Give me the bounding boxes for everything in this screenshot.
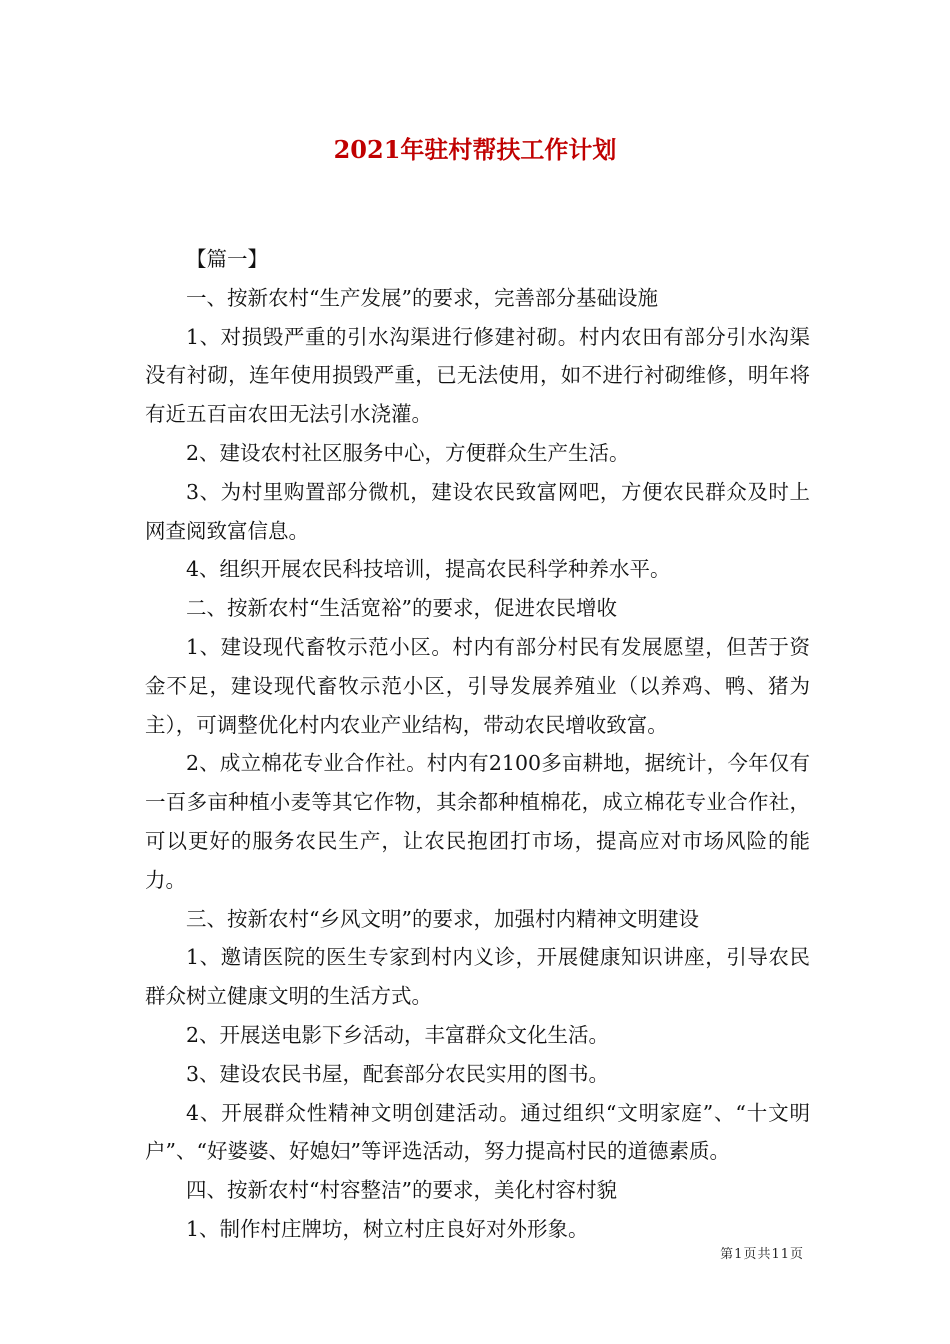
paragraph: 3、建设农民书屋，配套部分农民实用的图书。 [186, 1061, 610, 1086]
section-heading-3: 三、按新农村“乡风文明”的要求，加强村内精神文明建设 [186, 906, 699, 931]
paragraph: 3、为村里购置部分微机，建设农民致富网吧，方便农民群众及时上网查阅致富信息。 [145, 479, 810, 543]
paragraph: 2、开展送电影下乡活动，丰富群众文化生活。 [186, 1022, 610, 1047]
paragraph: 1、制作村庄牌坊，树立村庄良好对外形象。 [186, 1216, 589, 1241]
page-number: 第1页共11页 [720, 1247, 804, 1262]
document-body [145, 240, 810, 1249]
paragraph: 4、开展群众性精神文明创建活动。通过组织“文明家庭”、“十文明户”、“好婆婆、好媳妇”等评选活动，努力提高村民的道德素质。 [145, 1100, 810, 1164]
paragraph: 2、成立棉花专业合作社。村内有2100多亩耕地，据统计，今年仅有一百多亩种植小麦等其它作物，其余都种植棉花，成立棉花专业合作社，可以更好的服务农民生产，让农民抱团打市场，提高应对市场风险的能力。 [145, 751, 810, 892]
section-heading-1: 一、按新农村“生产发展”的要求，完善部分基础设施 [186, 285, 658, 310]
paragraph: 1、建设现代畜牧示范小区。村内有部分村民有发展愿望，但苦于资金不足，建设现代畜牧示范小区，引导发展养殖业（以养鸡、鸭、猪为主），可调整优化村内农业产业结构，带动农民增收致富。 [145, 634, 810, 737]
paragraph: 2、建设农村社区服务中心，方便群众生产生活。 [186, 440, 630, 465]
section-heading-2: 二、按新农村“生活宽裕”的要求，促进农民增收 [186, 596, 617, 621]
document-title: 2021年驻村帮扶工作计划 [333, 135, 617, 164]
section-heading-4: 四、按新农村“村容整洁”的要求，美化村容村貌 [186, 1178, 617, 1203]
paragraph: 1、对损毁严重的引水沟渠进行修建衬砌。村内农田有部分引水沟渠没有衬砌，连年使用损毁严重，已无法使用，如不进行衬砌维修，明年将有近五百亩农田无法引水浇灌。 [145, 324, 810, 427]
paragraph: 1、邀请医院的医生专家到村内义诊，开展健康知识讲座，引导农民群众树立健康文明的生活方式。 [145, 945, 810, 1009]
paragraph: 4、组织开展农民科技培训，提高农民科学种养水平。 [186, 557, 671, 582]
section-label: 【篇一】 [186, 247, 268, 271]
